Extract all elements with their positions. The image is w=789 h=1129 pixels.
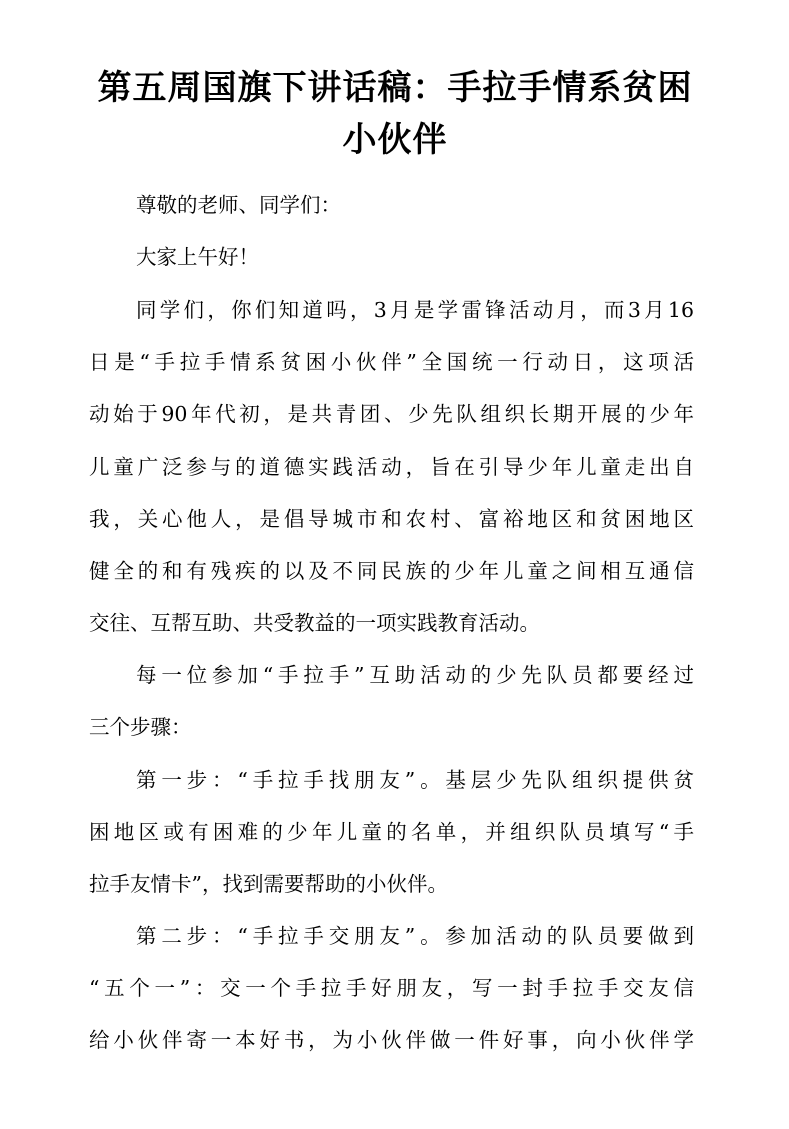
paragraph-line: “五个一”：交一个手拉手好朋友，写一封手拉手交友信 <box>89 976 694 1000</box>
paragraph-line: 我，关心他人，是倡导城市和农村、富裕地区和贫困地区 <box>89 507 694 531</box>
paragraph-line: 每一位参加“手拉手”互助活动的少先队员都要经过 <box>136 663 694 687</box>
paragraph-line: 困地区或有困难的少年儿童的名单，并组织队员填写“手 <box>89 820 694 844</box>
greeting: 大家上午好！ <box>136 245 259 269</box>
paragraph-line: 儿童广泛参与的道德实践活动，旨在引导少年儿童走出自 <box>89 455 694 479</box>
paragraph-line: 同学们，你们知道吗，3月是学雷锋活动月，而3月16 <box>136 298 694 322</box>
paragraph-line: 三个步骤： <box>89 715 192 739</box>
document-title-line-1: 第五周国旗下讲话稿：手拉手情系贫困 <box>97 68 693 108</box>
paragraph-line: 第二步：“手拉手交朋友”。参加活动的队员要做到 <box>136 924 694 948</box>
paragraph-line: 健全的和有残疾的以及不同民族的少年儿童之间相互通信 <box>89 559 694 583</box>
paragraph-line: 日是“手拉手情系贫困小伙伴”全国统一行动日，这项活 <box>89 350 694 374</box>
salutation: 尊敬的老师、同学们： <box>136 193 341 217</box>
paragraph-line: 动始于90年代初，是共青团、少先队组织长期开展的少年 <box>89 402 694 426</box>
paragraph-line: 拉手友情卡”，找到需要帮助的小伙伴。 <box>89 872 448 896</box>
paragraph-line: 给小伙伴寄一本好书，为小伙伴做一件好事，向小伙伴学 <box>89 1028 694 1052</box>
paragraph-line: 交往、互帮互助、共受教益的一项实践教育活动。 <box>89 611 540 635</box>
document-title-line-2: 小伙伴 <box>342 120 448 160</box>
paragraph-line: 第一步：“手拉手找朋友”。基层少先队组织提供贫 <box>136 768 694 792</box>
